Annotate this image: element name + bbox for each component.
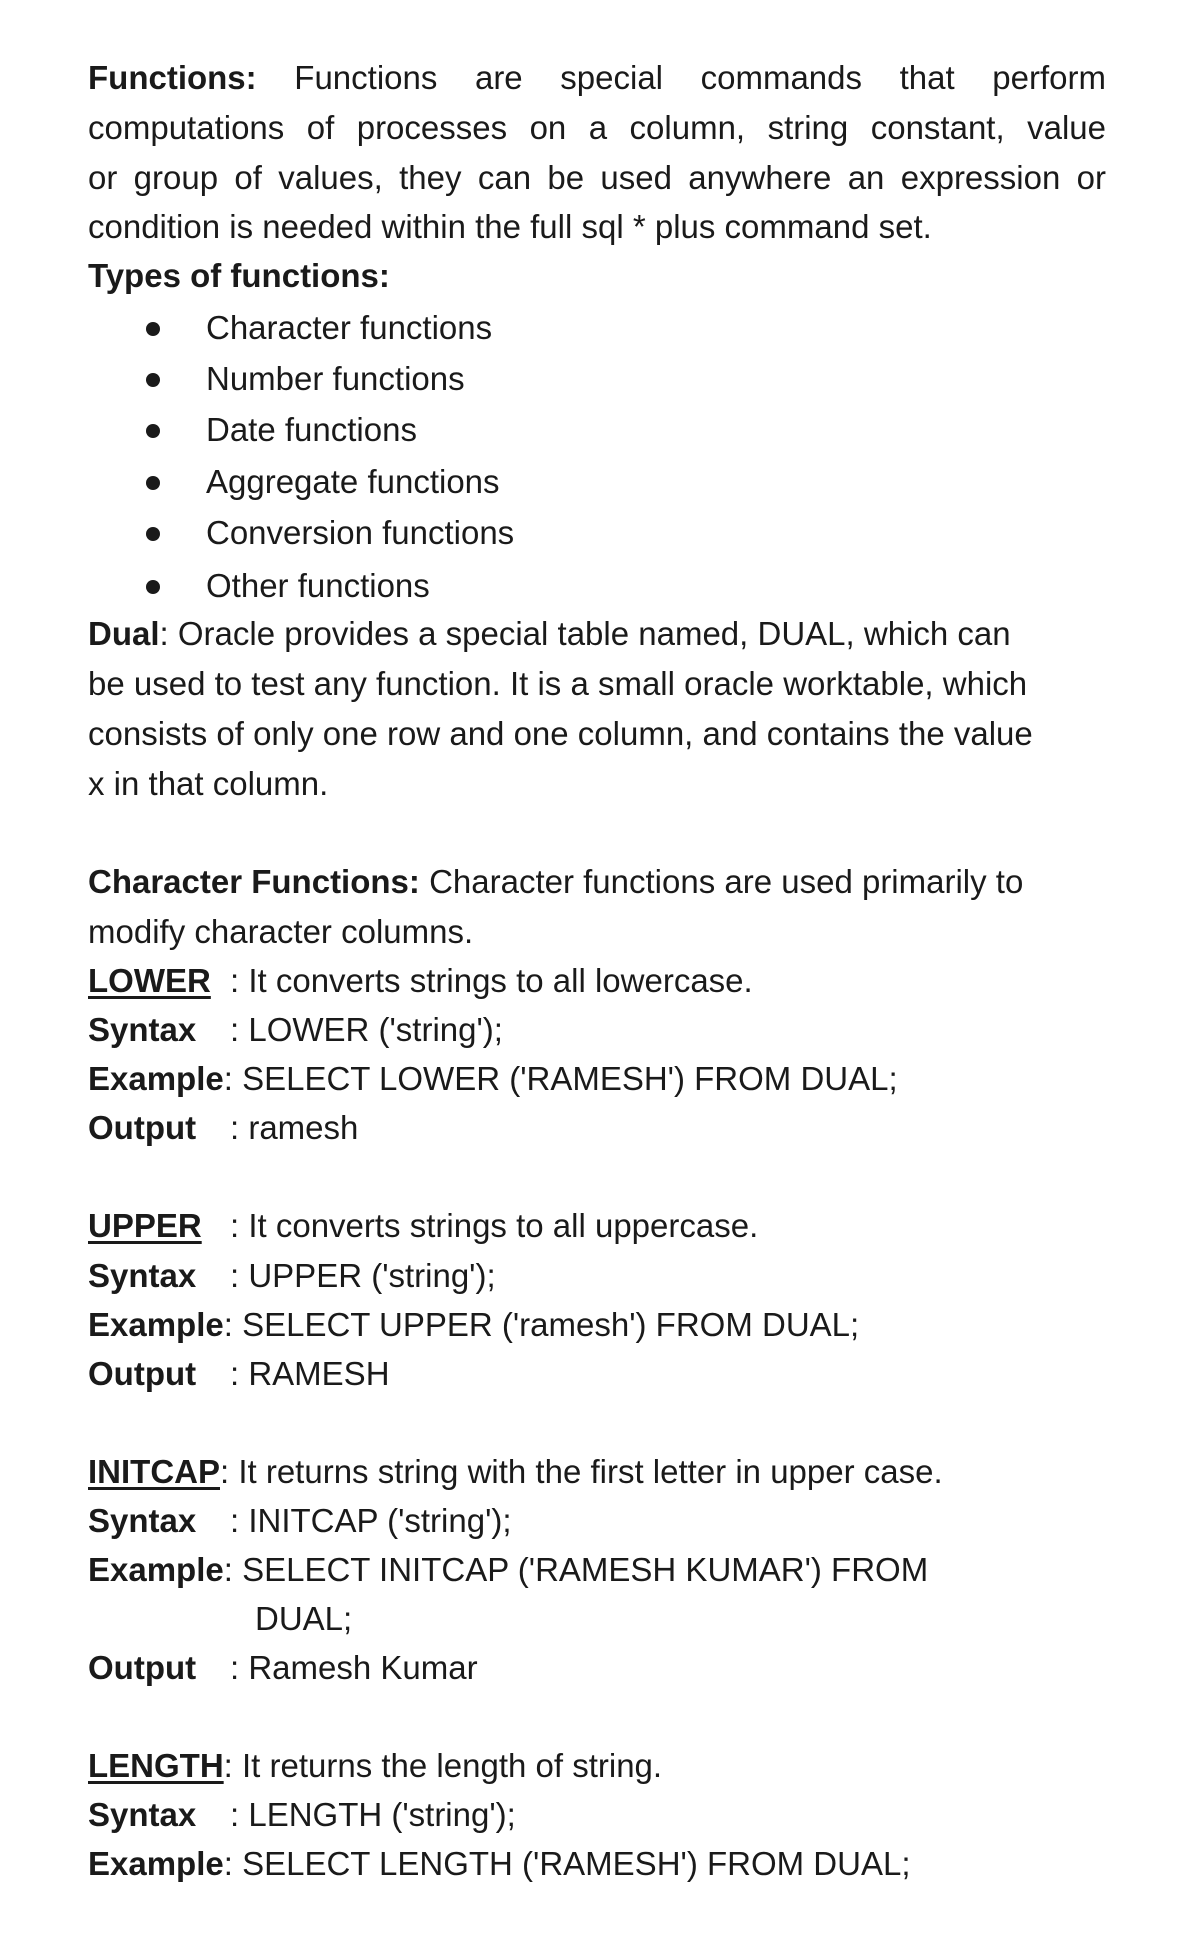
syntax-label: Syntax	[88, 1502, 197, 1539]
initcap-syntax-row	[88, 1501, 512, 1541]
upper-example-row	[88, 1305, 859, 1345]
intro-heading: Functions:	[88, 59, 257, 96]
lower-syntax-row	[88, 1010, 503, 1050]
example-label: Example	[88, 1060, 224, 1097]
upper-syntax: : UPPER ('string');	[230, 1257, 496, 1294]
char-functions-line-2: modify character columns.	[88, 913, 474, 950]
upper-name: UPPER	[88, 1207, 202, 1244]
types-item: Character functions	[206, 309, 493, 346]
syntax-label: Syntax	[88, 1011, 197, 1048]
initcap-name: INITCAP	[88, 1453, 220, 1490]
output-label: Output	[88, 1355, 197, 1392]
types-item: Other functions	[206, 567, 430, 604]
initcap-title	[88, 1452, 943, 1492]
example-label: Example	[88, 1306, 224, 1343]
output-label: Output	[88, 1109, 197, 1146]
initcap-output-row	[88, 1648, 478, 1688]
length-syntax-row	[88, 1795, 516, 1835]
dual-line-1	[88, 614, 1011, 654]
bullet-icon	[146, 527, 160, 541]
types-item: Number functions	[206, 360, 465, 397]
types-heading	[88, 256, 390, 296]
output-label: Output	[88, 1649, 197, 1686]
types-item: Conversion functions	[206, 514, 515, 551]
dual-line-3: consists of only one row and one column, and contains the value	[88, 715, 1033, 752]
example-label: Example	[88, 1551, 224, 1588]
intro-line-1	[88, 58, 1106, 98]
upper-syntax-row	[88, 1256, 496, 1296]
initcap-example-row	[88, 1550, 928, 1590]
lower-title	[88, 961, 753, 1001]
upper-title	[88, 1206, 758, 1246]
char-functions-heading: Character Functions:	[88, 863, 420, 900]
types-heading-text: Types of functions:	[88, 257, 390, 294]
bullet-icon	[146, 580, 160, 594]
bullet-icon	[146, 476, 160, 490]
length-syntax: : LENGTH ('string');	[230, 1796, 516, 1833]
bullet-icon	[146, 322, 160, 336]
lower-syntax: : LOWER ('string');	[230, 1011, 503, 1048]
initcap-example-cont: DUAL;	[255, 1600, 353, 1637]
length-example-row	[88, 1844, 911, 1884]
bullet-icon	[146, 373, 160, 387]
initcap-example: : SELECT INITCAP ('RAMESH KUMAR') FROM	[223, 1551, 929, 1588]
dual-heading: Dual	[88, 615, 160, 652]
types-item: Aggregate functions	[206, 463, 500, 500]
dual-text-1: : Oracle provides a special table named, DUAL, which can	[159, 615, 1011, 652]
intro-line-2: computations of processes on a column, string constant, value	[88, 109, 1106, 146]
char-functions-text-1: Character functions are used primarily to	[429, 863, 1024, 900]
char-functions-line-1	[88, 862, 1023, 902]
bullet-icon	[146, 424, 160, 438]
length-desc: : It returns the length of string.	[223, 1747, 663, 1784]
lower-output: : ramesh	[230, 1109, 359, 1146]
upper-example: : SELECT UPPER ('ramesh') FROM DUAL;	[223, 1306, 860, 1343]
intro-line-4: condition is needed within the full sql * plus command set.	[88, 208, 932, 245]
initcap-syntax: : INITCAP ('string');	[230, 1502, 512, 1539]
length-example: : SELECT LENGTH ('RAMESH') FROM DUAL;	[223, 1845, 911, 1882]
lower-example: : SELECT LOWER ('RAMESH') FROM DUAL;	[223, 1060, 898, 1097]
length-title	[88, 1746, 662, 1786]
initcap-desc: : It returns string with the first letter in upper case.	[220, 1453, 943, 1490]
lower-output-row	[88, 1108, 358, 1148]
types-item: Date functions	[206, 411, 417, 448]
dual-line-2: be used to test any function. It is a small oracle worktable, which	[88, 665, 1028, 702]
upper-output-row	[88, 1354, 390, 1394]
intro-line-3: or group of values, they can be used anywhere an expression or	[88, 159, 1106, 196]
dual-line-4: x in that column.	[88, 765, 329, 802]
lower-name: LOWER	[88, 962, 211, 999]
upper-output: : RAMESH	[230, 1355, 390, 1392]
initcap-output: : Ramesh Kumar	[230, 1649, 478, 1686]
lower-desc: : It converts strings to all lowercase.	[230, 962, 753, 999]
lower-example-row	[88, 1059, 898, 1099]
syntax-label: Syntax	[88, 1257, 197, 1294]
syntax-label: Syntax	[88, 1796, 197, 1833]
upper-desc: : It converts strings to all uppercase.	[230, 1207, 759, 1244]
length-name: LENGTH	[88, 1747, 224, 1784]
intro-text-1: Functions are special commands that perform	[294, 59, 1106, 96]
example-label: Example	[88, 1845, 224, 1882]
